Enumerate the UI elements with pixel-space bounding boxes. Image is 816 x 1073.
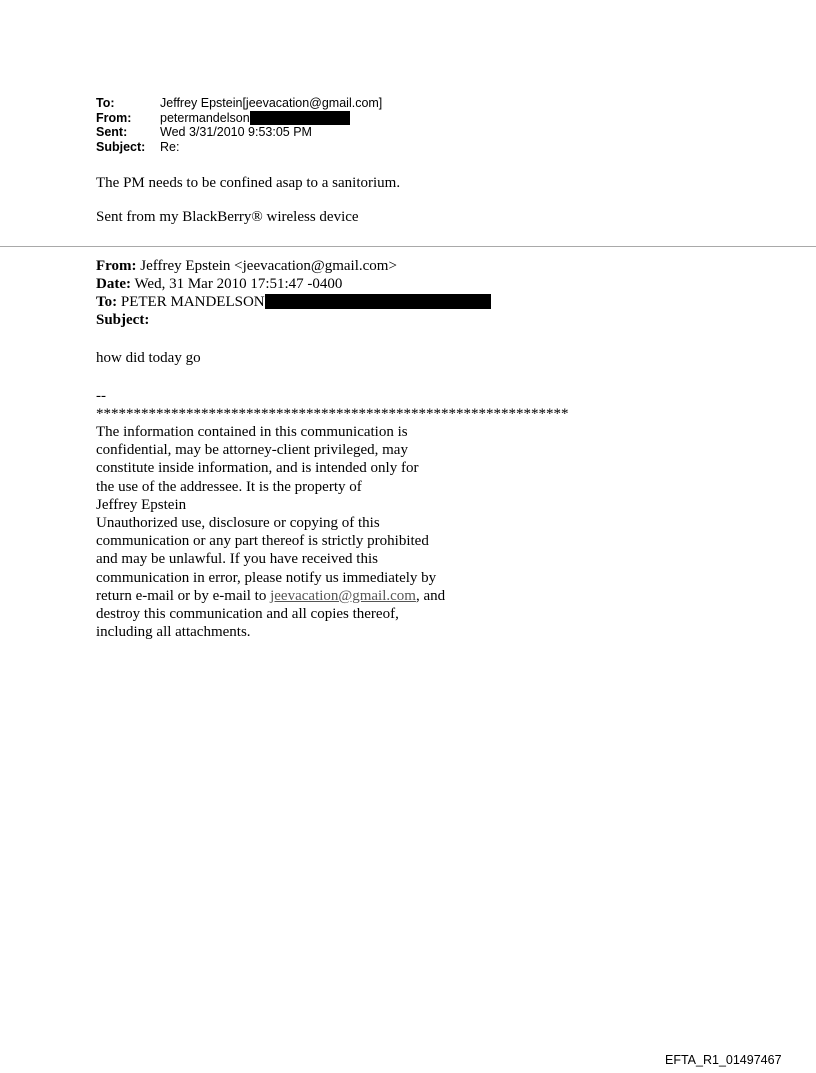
disclaimer-line: including all attachments. <box>96 624 251 641</box>
disclaimer-line: the use of the addressee. It is the property of <box>96 478 362 495</box>
disclaimer-line: The information contained in this communication is <box>96 424 408 440</box>
disclaimer-link-suffix: , and <box>415 587 446 604</box>
to-value: Jeffrey Epstein[jeevacation@gmail.com] <box>160 96 383 110</box>
sig-dash: -- <box>96 388 106 404</box>
email-link[interactable]: jeevacation@gmail.com <box>270 587 416 604</box>
disclaimer-line: communication in error, please notify us immediately by <box>96 569 437 586</box>
disclaimer-line: destroy this communication and all copies thereof, <box>96 606 399 623</box>
sent-label: Sent: <box>96 125 128 139</box>
quoted-header <box>96 257 491 329</box>
disclaimer-line: communication or any part thereof is strictly prohibited <box>96 533 429 550</box>
quoted-to-label: To: <box>96 294 118 310</box>
from-row <box>96 111 382 126</box>
disclaimer-link-prefix: return e-mail or by e-mail to <box>96 587 271 604</box>
quoted-signature <box>96 387 569 423</box>
redaction-block <box>250 111 350 125</box>
quoted-date-value: Wed, 31 Mar 2010 17:51:47 -0400 <box>134 276 343 292</box>
bates-number: EFTA_R1_01497467 <box>665 1053 782 1067</box>
subject-value: Re: <box>160 139 180 154</box>
message-signature: Sent from my BlackBerry® wireless device <box>96 209 359 225</box>
from-value: petermandelson <box>160 110 250 125</box>
sent-value: Wed 3/31/2010 9:53:05 PM <box>160 125 312 139</box>
disclaimer <box>96 423 445 641</box>
sent-row <box>96 125 382 140</box>
quoted-from-label: From: <box>96 258 137 274</box>
message-body: The PM needs to be confined asap to a sanitorium. <box>96 175 401 191</box>
quoted-from-value: Jeffrey Epstein <jeevacation@gmail.com> <box>140 258 397 274</box>
quoted-subject-label: Subject: <box>96 312 150 328</box>
divider <box>0 246 816 247</box>
sig-stars: *************************************************************** <box>96 406 569 422</box>
quoted-to-value: PETER MANDELSON <box>120 294 265 310</box>
quoted-from-row <box>96 257 491 275</box>
quoted-body: how did today go <box>96 350 201 366</box>
disclaimer-line: and may be unlawful. If you have received this <box>96 551 378 568</box>
disclaimer-line: constitute inside information, and is intended only for <box>96 460 419 477</box>
subject-label: Subject: <box>96 139 146 154</box>
to-label: To: <box>96 96 115 110</box>
quoted-subject-row <box>96 311 491 329</box>
disclaimer-line: confidential, may be attorney-client privileged, may <box>96 442 408 459</box>
subject-row <box>96 140 382 155</box>
disclaimer-line-with-link <box>96 587 445 605</box>
quoted-date-row <box>96 275 491 293</box>
quoted-to-row <box>96 293 491 311</box>
to-row <box>96 96 382 111</box>
from-label: From: <box>96 110 132 125</box>
redaction-block <box>265 294 491 309</box>
email-header <box>96 96 382 154</box>
quoted-date-label: Date: <box>96 276 131 292</box>
disclaimer-line: Unauthorized use, disclosure or copying of this <box>96 515 380 532</box>
disclaimer-line: Jeffrey Epstein <box>96 496 187 513</box>
